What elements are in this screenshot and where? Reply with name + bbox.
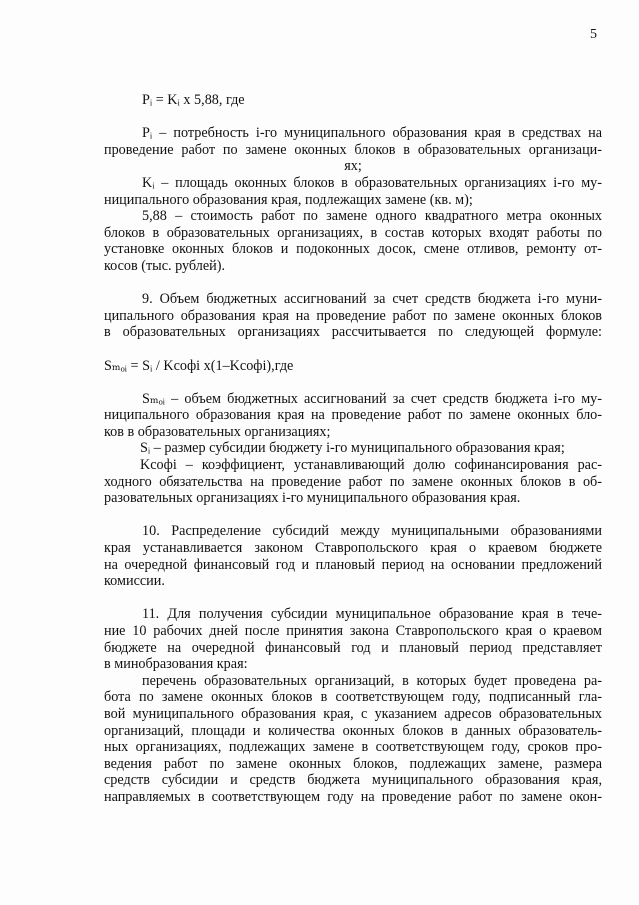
text-line: Kсофi – коэффициент, устанавливающий долю софинансирования рас- (140, 457, 602, 474)
p-definition (104, 125, 602, 175)
si-definition: Sᵢ – размер субсидии бюджету i-го муниципального образования края; (140, 440, 565, 457)
text-line: организаций, площади и количества оконных блоков в данных образователь- (104, 722, 602, 739)
text-line: разовательных организациях i-го муниципального образования края. (104, 490, 521, 507)
k-definition (104, 175, 602, 208)
page-number: 5 (590, 27, 597, 42)
text-line: установке оконных блоков и подоконных досок, смене отливов, ремонту от- (104, 241, 602, 258)
text-line: ков в образовательных организациях; (104, 423, 331, 440)
text-line: 11. Для получения субсидии муниципальное образование края в тече- (142, 606, 602, 623)
text-line: 5,88 – стоимость работ по замене одного квадратного метра оконных (142, 208, 602, 225)
text-line: Sₘₒᵢ – объем бюджетных ассигнований за счет средств бюджета i-го му- (142, 390, 602, 407)
smoi-definition (104, 391, 602, 441)
text-line: ципального образования края на проведение работ по замене оконных блоков (104, 307, 602, 324)
ksof-definition (104, 457, 602, 507)
text-line: перечень образовательных организаций, в которых будет проведена ра- (142, 672, 602, 689)
list-item (104, 673, 602, 806)
text-line: вой муниципального образования края, с указанием адресов образовательных (104, 705, 602, 722)
text-line: в минобразования края: (104, 656, 248, 673)
text-line: комиссии. (104, 573, 165, 590)
text-line: на очередной финансовый год и плановый период на основании предложений (104, 556, 602, 573)
formula-smoi: Sₘₒᵢ = Sᵢ / Kсофi x(1–Kсофi),где (104, 357, 294, 374)
text-line: ниципального образования края на проведение работ по замене оконных бло- (104, 407, 602, 424)
text-line: средств субсидии и средств бюджета муниципального образования края, (104, 772, 602, 789)
text-line: ние 10 рабочих дней после принятия закона Ставропольского края о краевом (104, 623, 602, 639)
text-line: проведение работ по замене оконных блоков в образовательных организаци- (104, 141, 602, 158)
paragraph-9 (104, 291, 602, 341)
paragraph-11 (104, 606, 602, 672)
text-line: 10. Распределение субсидий между муниципальными образованиями (142, 523, 602, 540)
text-line: ходного обязательства на проведение работ по замене оконных блоков в об- (104, 473, 602, 490)
text-line: 9. Объем бюджетных ассигнований за счет средств бюджета i-го муни- (142, 291, 602, 308)
text-line: края устанавливается законом Ставропольского края о краевом бюджете (104, 540, 602, 557)
text-line: ных организациях, подлежащих замене в соответствующем году, сроков про- (104, 739, 602, 756)
text-line: бота по замене оконных блоков в соответствующем году, подписанный гла- (104, 689, 602, 706)
text-line: бюджете на очередной финансовый год и плановый период представляет (104, 639, 602, 656)
text-line: ях; (344, 158, 362, 175)
text-line: в образовательных организациях рассчитывается по следующей формуле: (104, 324, 602, 341)
formula-p: Pᵢ = Kᵢ x 5,88, где (142, 92, 245, 108)
text-line: косов (тыс. рублей). (104, 257, 226, 274)
text-line: ниципального образования края, подлежащих замене (кв. м); (104, 191, 473, 208)
text-line: Pᵢ – потребность i-го муниципального образования края в средствах на (142, 125, 602, 142)
text-line: ведения работ по замене оконных блоков, подлежащих замене, размера (104, 755, 602, 772)
document-body (104, 92, 602, 806)
cost-definition (104, 208, 602, 274)
text-line: направляемых в соответствующем году на проведение работ по замене окон- (104, 788, 602, 805)
paragraph-10 (104, 523, 602, 589)
text-line: Kᵢ – площадь оконных блоков в образовательных организациях i-го му- (142, 174, 602, 191)
text-line: блоков в образовательных организациях, в состав которых входят работы по (104, 224, 602, 241)
